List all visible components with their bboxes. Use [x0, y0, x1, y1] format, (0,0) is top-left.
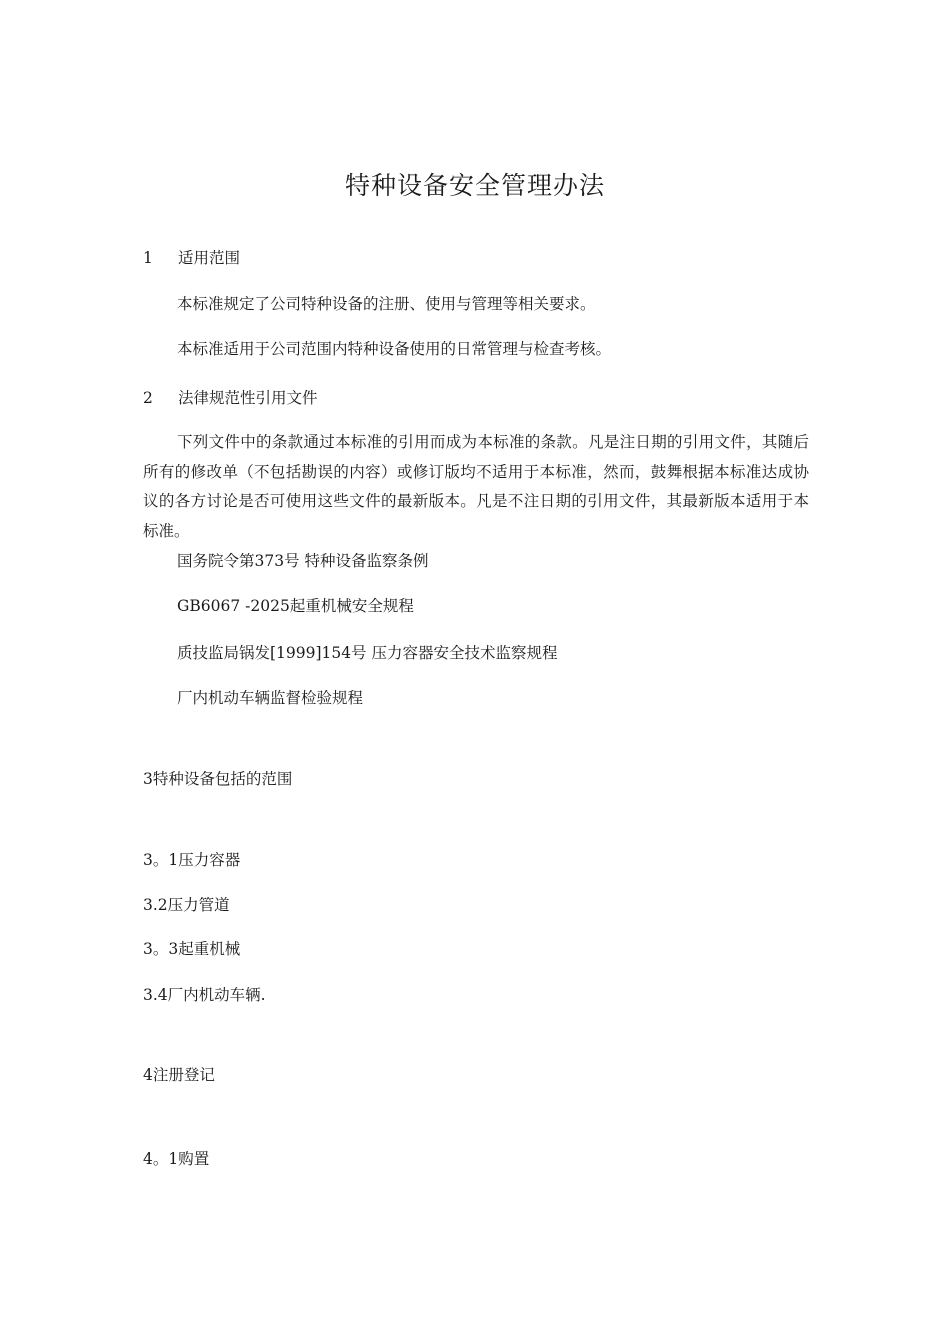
- section-1-heading: [143, 246, 240, 268]
- section-title: 法律规范性引用文件: [178, 389, 318, 407]
- list-item: 3。1压力容器: [143, 851, 241, 869]
- section-number: 2: [143, 389, 153, 407]
- section-number: 1: [143, 249, 153, 267]
- section-1-paragraph-1: 本标准规定了公司特种设备的注册、使用与管理等相关要求。: [177, 295, 596, 313]
- section-3-heading: 3特种设备包括的范围: [143, 770, 293, 788]
- list-item: 3.2压力管道: [143, 896, 230, 914]
- reference-item: 国务院令第373号 特种设备监察条例: [177, 552, 429, 570]
- document-title: 特种设备安全管理办法: [344, 171, 605, 200]
- section-4-heading: 4注册登记: [143, 1066, 215, 1084]
- section-2-heading: [143, 386, 318, 408]
- list-item: 3.4厂内机动车辆.: [143, 986, 266, 1004]
- section-1-paragraph-2: 本标准适用于公司范围内特种设备使用的日常管理与检查考核。: [177, 340, 612, 358]
- section-2-body-paragraph: 下列文件中的条款通过本标准的引用而成为本标准的条款。凡是注日期的引用文件，其随后所有的修改单（不包括勘误的内容）或修订版均不适用于本标准，然而，鼓舞根据本标准达成协议的各方讨论是否可使用这些文件的最新版本。凡是不注日期的引用文件，其最新版本适用于本标准。: [143, 433, 809, 540]
- section-title: 适用范围: [178, 249, 241, 267]
- reference-item: 质技监局锅发[1999]154号 压力容器安全技术监察规程: [177, 644, 558, 662]
- reference-item: 厂内机动车辆监督检验规程: [177, 689, 364, 707]
- list-item: 4。1购置: [143, 1150, 210, 1168]
- list-item: 3。3起重机械: [143, 940, 241, 958]
- reference-item: GB6067 -2025起重机械安全规程: [177, 597, 414, 615]
